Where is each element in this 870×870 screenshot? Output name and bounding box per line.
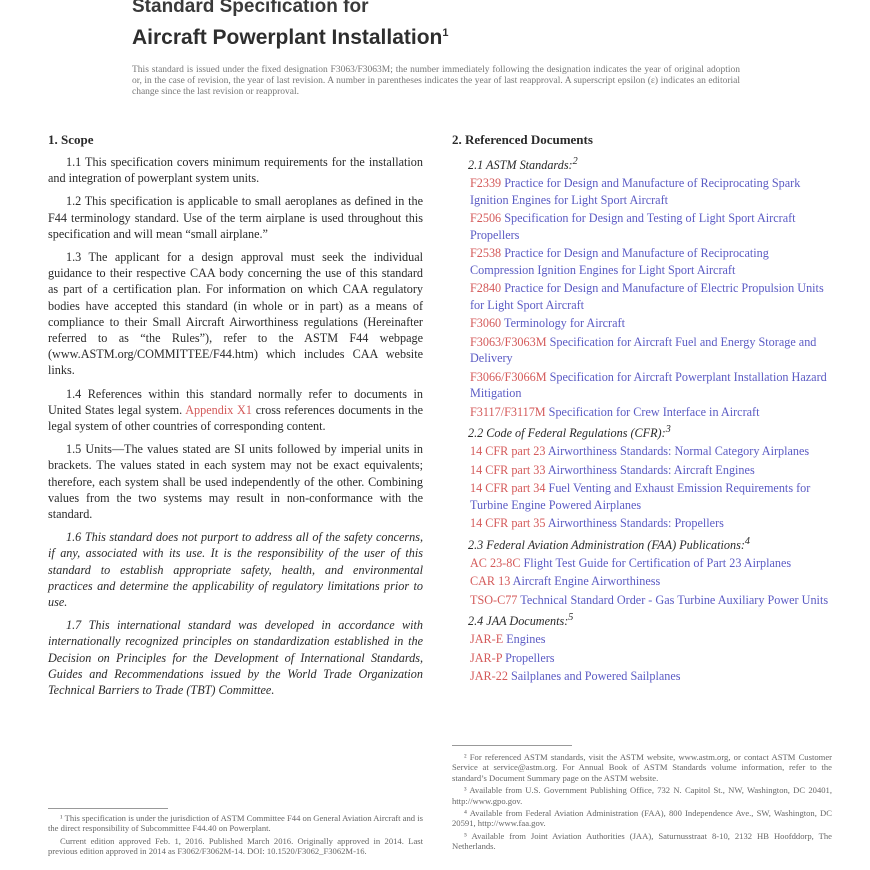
jaa-documents-heading: 2.4 JAA Documents:$^5$ bbox=[468, 612, 574, 629]
jaa-reference-list bbox=[452, 631, 832, 685]
scope-paragraph-1-7: 1.7 This international standard was developed in accordance with internationally recognized principles on standardization established in the Decision on Principles for the Development of International Standards, Guides and Recommendations issued by the World Trade Organization Technical Barriers to Trade (TBT) Committee. bbox=[48, 618, 423, 698]
footnote-divider-right bbox=[452, 745, 572, 746]
footnote-2: ² For referenced ASTM standards, visit the ASTM website, www.astm.org, or contact ASTM Customer Service at service@astm.org. For Annual Book of ASTM Standards volume information, refer to the standard’s Document Summary page on the ASTM website. bbox=[452, 752, 832, 783]
reference-item[interactable]: 14 CFR part 33 Airworthiness Standards: Aircraft Engines bbox=[470, 462, 755, 477]
astm-reference-list bbox=[452, 175, 832, 420]
reference-item[interactable]: F2840 Practice for Design and Manufacture of Electric Propulsion Units for Light Sport Aircraft bbox=[470, 281, 824, 312]
reference-item[interactable]: F2339 Practice for Design and Manufacture of Reciprocating Spark Ignition Engines for Light Sport Aircraft bbox=[470, 176, 801, 207]
title-footnote-mark: 1 bbox=[442, 27, 449, 39]
reference-item[interactable]: 14 CFR part 35 Airworthiness Standards: Propellers bbox=[470, 516, 724, 531]
reference-item[interactable]: 14 CFR part 23 Airworthiness Standards: Normal Category Airplanes bbox=[470, 444, 810, 459]
cfr-heading: 2.2 Code of Federal Regulations (CFR):$^3$ bbox=[468, 424, 671, 441]
scope-paragraph-1-6: 1.6 This standard does not purport to address all of the safety concerns, if any, associated with its use. It is the responsibility of the user of this standard to establish appropriate safety, health, and environmental practices and determine the applicability of regulatory limitations prior to use. bbox=[48, 530, 423, 610]
reference-item[interactable]: F2538 Practice for Design and Manufacture of Reciprocating Compression Ignition Engines for Light Sport Aircraft bbox=[470, 246, 769, 277]
footnotes-left bbox=[48, 813, 423, 859]
designation-notice: This standard is issued under the fixed designation F3063/F3063M; the number immediately following the designation indicates the year of original adoption or, in the case of revision, the year of last revision. A number in parentheses indicates the year of last reapproval. A superscript epsilon (ε) indicates an editorial change since the last revision or reapproval. bbox=[132, 65, 740, 97]
reference-item[interactable]: JAR-P Propellers bbox=[470, 650, 555, 665]
reference-item[interactable]: 14 CFR part 34 Fuel Venting and Exhaust Emission Requirements for Turbine Engine Powered Airplanes bbox=[470, 481, 811, 512]
footnotes-right bbox=[452, 752, 832, 854]
reference-item[interactable]: F2506 Specification for Design and Testing of Light Sport Aircraft Propellers bbox=[470, 211, 796, 242]
reference-item[interactable]: CAR 13 Aircraft Engine Airworthiness bbox=[470, 574, 661, 589]
title-line-1: Standard Specification for bbox=[132, 0, 369, 17]
reference-item[interactable]: AC 23-8C Flight Test Guide for Certification of Part 23 Airplanes bbox=[470, 555, 792, 570]
reference-item[interactable]: F3063/F3063M Specification for Aircraft Fuel and Energy Storage and Delivery bbox=[470, 334, 817, 366]
footnote-3: ³ Available from U.S. Government Publishing Office, 732 N. Capitol St., NW, Washington, DC 20401, http://www.gpo.gov. bbox=[452, 785, 832, 806]
footnote-1: ¹ This specification is under the jurisdiction of ASTM Committee F44 on General Aviation Aircraft and is the direct responsibility of Subcommittee F44.40 on Powerplant. bbox=[48, 813, 423, 834]
references-heading: 2. Referenced Documents bbox=[452, 132, 593, 147]
scope-paragraph-1-4: 1.4 References within this standard normally refer to documents in United States legal system. Appendix X1 cross references documents in the legal system of other countries of corresponding content. bbox=[48, 386, 424, 434]
scope-heading: 1. Scope bbox=[48, 132, 94, 147]
reference-item[interactable]: F3117/F3117M Specification for Crew Interface in Aircraft bbox=[470, 404, 760, 419]
footnote-4: ⁴ Available from Federal Aviation Administration (FAA), 800 Independence Ave., SW, Washington, DC 20591, http://www.faa.gov. bbox=[452, 808, 832, 829]
reference-item[interactable]: JAR-22 Sailplanes and Powered Sailplanes bbox=[470, 669, 681, 684]
scope-paragraph-1-2: 1.2 This specification is applicable to small aeroplanes as defined in the F44 terminology standard. Use of the term airplane is used throughout this specification and will mean “small airplane.” bbox=[48, 194, 423, 241]
reference-item[interactable]: F3066/F3066M Specification for Aircraft Powerplant Installation Hazard Mitigation bbox=[470, 369, 827, 401]
scope-column bbox=[48, 132, 423, 705]
referenced-documents-column bbox=[452, 132, 832, 687]
scope-paragraph-1-1: 1.1 This specification covers minimum requirements for the installation and integration of powerplant system units. bbox=[48, 155, 423, 186]
footnote-edition: Current edition approved Feb. 1, 2016. Published March 2016. Originally approved in 2014. Last previous edition approved in 2014 as F3062/F3062M-14. DOI: 10.1520/F3062_F3062M-16. bbox=[48, 835, 423, 857]
reference-item[interactable]: TSO-C77 Technical Standard Order - Gas Turbine Auxiliary Power Units bbox=[470, 592, 829, 607]
cfr-reference-list bbox=[452, 443, 832, 532]
appendix-x1-link[interactable]: Appendix X1 bbox=[185, 402, 252, 417]
footnote-5: ⁵ Available from Joint Aviation Authorities (JAA), Saturnusstraat 8-10, 2132 HB Hoofddorp, The Netherlands. bbox=[452, 830, 832, 852]
reference-item[interactable]: F3060 Terminology for Aircraft bbox=[470, 316, 625, 331]
title-line-2: Aircraft Powerplant Installation$^1$ bbox=[132, 26, 449, 49]
astm-standards-heading: 2.1 ASTM Standards:$^2$ bbox=[468, 156, 578, 173]
footnote-divider-left bbox=[48, 808, 168, 809]
document-title bbox=[132, 0, 449, 51]
scope-paragraph-1-5: 1.5 Units—The values stated are SI units followed by imperial units in brackets. The values stated in each system may not be exact equivalents; therefore, each system shall be used independently of the other. Combining values from the two systems may result in non-conformance with the standard. bbox=[48, 442, 423, 522]
reference-item[interactable]: JAR-E Engines bbox=[470, 632, 546, 647]
faa-publications-heading: 2.3 Federal Aviation Administration (FAA) Publications:$^4$ bbox=[468, 535, 750, 552]
scope-paragraph-1-3: 1.3 The applicant for a design approval must seek the individual guidance to their respective CAA body concerning the use of this standard as part of a certification plan. For information on which CAA regulatory bodies have accepted this standard (in whole or in part) as a means of compliance to their Small Aircraft Airworthiness regulations (Hereinafter referred to as “the Rules”), refer to the ASTM F44 webpage (www.ASTM.org/COMMITTEE/F44.htm) which includes CAA website links. bbox=[48, 250, 423, 378]
faa-reference-list bbox=[452, 555, 832, 609]
